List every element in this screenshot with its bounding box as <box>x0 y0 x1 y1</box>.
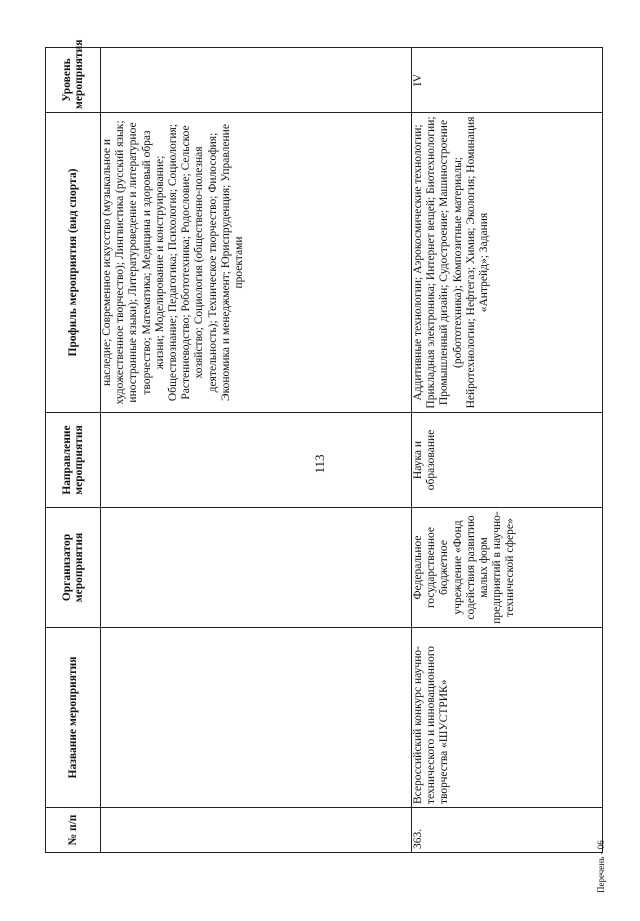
header-organizer: Организатор мероприятия <box>46 508 101 628</box>
cell-name <box>101 628 412 808</box>
cell-level: IV <box>412 48 603 113</box>
header-name: Название мероприятия <box>46 628 101 808</box>
header-direction: Направление мероприятия <box>46 413 101 508</box>
page-number: 113 <box>312 454 327 474</box>
header-level: Уровень мероприятия <box>46 48 101 113</box>
header-profile: Профиль мероприятия (вид спорта) <box>46 113 101 413</box>
cell-profile: наследие; Современное искусство (музыкальное и художественное творчество); Лингвистика (русский язык; иностранные языки); Литературоведение и литературное творчество; Математика; Медицина и здоровый образ жизни; Моделирование и конструирование; Обществознание; Педагогика; Психология; Социология; Растениеводство; Робототехника; Родословие; Сельское хозяйство; Социология (общественно-полезная деятельность); Техническое творчество; Философия; Экономика и менеджмент; Юриспруденция; Управление проектами <box>101 113 412 413</box>
event-table-container <box>45 39 600 853</box>
event-table <box>45 39 603 853</box>
table-row <box>412 48 603 853</box>
cell-direction: Наука и образование <box>412 413 603 508</box>
cell-organizer: Федеральное государственное бюджетное учреждение «Фонд содействия развитию малых форм предприятий в научно-технической сфере» <box>412 508 603 628</box>
cell-organizer <box>101 508 412 628</box>
header-num: № п/п <box>46 808 101 853</box>
cell-profile: Аддитивные технологии; Аэрокосмические технологии; Прикладная электроника; Интернет вещей; Биотехнологии; Промышленный дизайн; Судостроение; Машиностроение (робототехника); Композитные материалы; Нейротехнологии; Нефтегаз; Химия; Экология; Номинация «Антрейд»; Задания <box>412 113 603 413</box>
table-row-continuation <box>101 48 412 853</box>
footer-code: Перечень - 06 <box>596 840 606 893</box>
cell-name: Всероссийский конкурс научно-технического и инновационного творчества «ШУСТРИК» <box>412 628 603 808</box>
table-header-row <box>46 48 101 853</box>
cell-num <box>101 808 412 853</box>
cell-direction <box>101 413 412 508</box>
cell-num: 363. <box>412 808 603 853</box>
cell-level <box>101 48 412 113</box>
